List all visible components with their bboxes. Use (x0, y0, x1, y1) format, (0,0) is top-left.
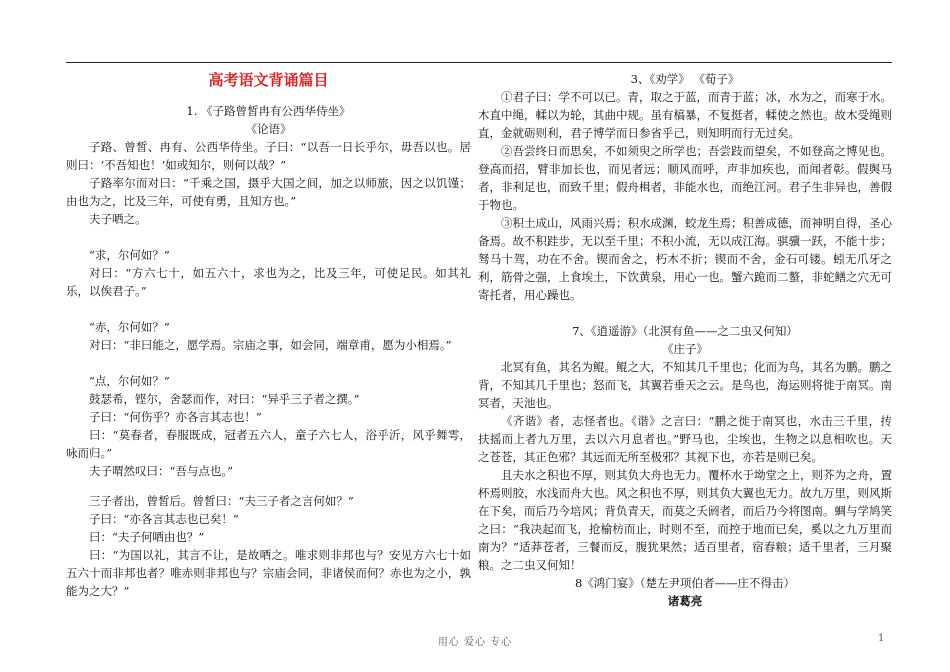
paragraph: 且夫水之积也不厚，则其负大舟也无力。覆杯水于坳堂之上，则芥为之舟，置杯焉则胶，水浅而舟大也。风之积也不厚，则其负大翼也无力。故九万里，则风斯在下矣，而后乃今培风；背负青天，而莫之夭阏者，而后乃今将图南。蜩与学鸠笑之曰：“我决起而飞，抢榆枋而止，时则不至，而控于地而已矣，奚以之九万里而南为？”适莽苍者，三餐而反，腹犹果然；适百里者，宿舂粮；适千里者，三月聚粮。之二虫又何知！ (478, 468, 892, 572)
paragraph: 夫子哂之。 (89, 212, 147, 226)
paragraph: “点，尔何如？” (89, 374, 170, 388)
paragraph: 对曰：“方六七十，如五六十，求也为之，比及三年，可使足民。如其礼乐，以俟君子。” (66, 266, 471, 298)
paragraph: “求，尔何如？” (89, 248, 170, 262)
section-source-1: 《论语》 (245, 122, 292, 136)
section-source-7: 《庄子》 (662, 342, 708, 356)
paragraph: 曰：“夫子何哂由也？” (89, 530, 205, 544)
paragraph: ②吾尝终日而思矣，不如须臾之所学也；吾尝跂而望矣，不如登高之博见也。登高而招，臂非加长也，而见者远；顺风而呼，声非加疾也，而闻者彰。假舆马者，非利足也，而致千里；假舟楫者，非能水也，而绝江河。君子生非异也，善假于物也。 (478, 144, 892, 212)
paragraph: ①君子曰：学不可以已。青，取之于蓝，而青于蓝；冰，水为之，而寒于水。木直中绳，輮以为轮，其曲中规。虽有槁暴，不复挺者，輮使之然也。故木受绳则直，金就砺则利，君子博学而日参省乎己，则知明而行无过矣。 (478, 90, 892, 140)
left-column (66, 70, 471, 600)
page-number: 1 (878, 633, 885, 644)
paragraph: 对曰：“非曰能之，愿学焉。宗庙之事，如会同，端章甫，愿为小相焉。” (89, 338, 452, 352)
paragraph: 《齐谐》者，志怪者也。《谐》之言曰：“鹏之徙于南冥也，水击三千里，抟扶摇而上者九万里，去以六月息者也。”野马也，尘埃也，生物之以息相吹也。天之苍苍，其正色邪？其远而无所至极邪？其视下也，亦若是则已矣。 (478, 414, 892, 464)
paragraph: 曰：“为国以礼，其言不让，是故哂之。唯求则非邦也与？安见方六七十如五六十而非邦也者？唯赤则非邦也与？宗庙会同，非诸侯而何？赤也为之小，孰能为之大？” (66, 548, 471, 598)
paragraph: 子路、曾皙、冉有、公西华侍坐。子曰：“以吾一日长乎尔，毋吾以也。居则曰：‘不吾知也！’如或知尔，则何以哉？” (66, 140, 471, 172)
paragraph: 鼓瑟希，铿尔，舍瑟而作，对曰：“异乎三子者之撰。” (89, 392, 360, 406)
section-heading-1: 1. 《子路曾皙冉有公西华侍坐》 (186, 104, 351, 118)
section-heading-7: 7、《逍遥游》（北溟有鱼——之二虫又何知） (572, 324, 798, 338)
section-heading-8: 8《鸿门宴》（楚左尹项伯者——庄不得击） (574, 576, 796, 590)
author-name: 诸葛亮 (667, 594, 703, 608)
document-title: 高考语文背诵篇目 (208, 71, 329, 89)
paragraph: 子路率尔而对曰：“千乘之国，摄乎大国之间，加之以师旅，因之以饥馑；由也为之，比及三年，可使有勇，且知方也。” (66, 176, 471, 208)
section-heading-3: 3、《劝学》 《荀子》 (630, 72, 740, 86)
footer-text: 用心 爱心 专心 (437, 637, 513, 648)
right-column (478, 70, 892, 610)
paragraph: 北冥有鱼，其名为鲲。鲲之大，不知其几千里也；化而为鸟，其名为鹏。鹏之背，不知其几千里也；怒而飞，其翼若垂天之云。是鸟也，海运则将徙于南冥。南冥者，天池也。 (478, 360, 892, 410)
paragraph: 子曰：“亦各言其志也已矣！” (89, 512, 239, 526)
paragraph: “赤，尔何如？” (89, 320, 170, 334)
paragraph: ③积土成山，风雨兴焉；积水成渊，蛟龙生焉；积善成德，而神明自得，圣心备焉。故不积跬步，无以至千里；不积小流，无以成江海。骐骥一跃，不能十步；驽马十驾，功在不舍。锲而舍之，朽木不折；锲而不舍，金石可镂。蚓无爪牙之利，筋骨之强，上食埃土，下饮黄泉，用心一也。蟹六跪而二螯，非蛇鳝之穴无可寄托者，用心躁也。 (478, 216, 892, 302)
paragraph: 三子者出，曾皙后。曾皙曰：“夫三子者之言何如？” (89, 494, 354, 508)
paragraph: 曰：“莫春者，春服既成，冠者五六人，童子六七人，浴乎沂，风乎舞雩，咏而归。” (66, 428, 471, 460)
paragraph: 夫子喟然叹曰：“吾与点也。” (89, 464, 234, 478)
paragraph: 子曰：“何伤乎？亦各言其志也！” (89, 410, 262, 424)
header-rule (66, 62, 892, 63)
